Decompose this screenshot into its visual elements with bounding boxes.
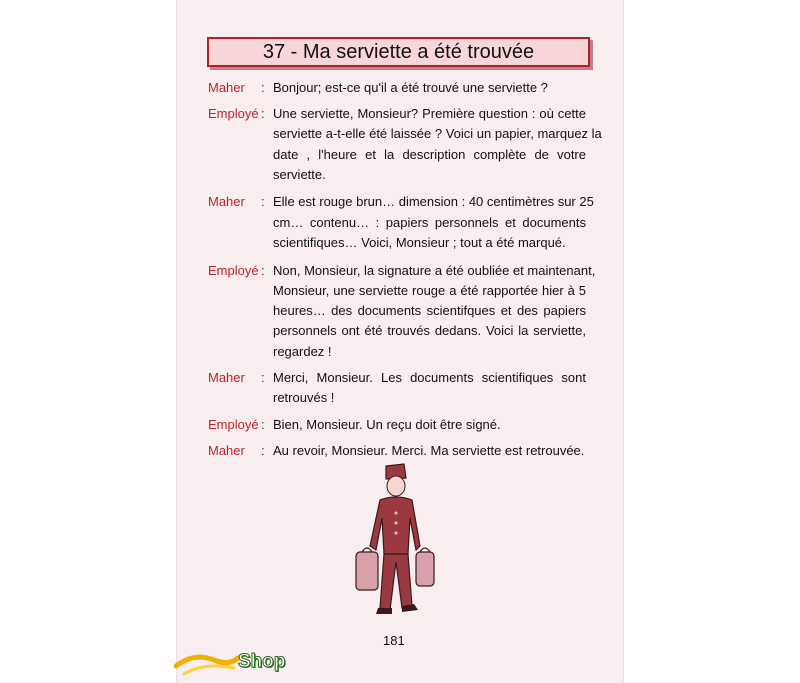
dialogue-line: retrouvés ! [273, 390, 335, 405]
speaker-label: Employé [208, 106, 259, 121]
colon: : [261, 80, 265, 95]
dialogue-line: Bien, Monsieur. Un reçu doit être signé. [273, 417, 501, 432]
trousers-shape [380, 554, 412, 610]
colon: : [261, 194, 265, 209]
colon: : [261, 106, 265, 121]
dialogue-line: Non, Monsieur, la signature a été oubliée et maintenant, [273, 263, 596, 278]
speaker-label: Maher [208, 194, 245, 209]
page-number: 181 [383, 633, 405, 648]
lesson-title: 37 - Ma serviette a été trouvée [207, 37, 590, 67]
colon: : [261, 263, 265, 278]
dialogue-line: Une serviette, Monsieur? Première question : où cette [273, 106, 586, 121]
dialogue-line: Monsieur, une serviette rouge a été rapportée hier à 5 [273, 283, 586, 298]
suitcase-left [356, 552, 378, 590]
shoe-shape [376, 608, 392, 614]
colon: : [261, 443, 265, 458]
bellboy-illustration [350, 458, 450, 628]
dialogue-line: date , l'heure et la description complète de votre [273, 147, 586, 162]
dialogue-line: personnels ont été trouvés dedans. Voici la serviette, [273, 323, 586, 338]
dialogue-line: Bonjour; est-ce qu'il a été trouvé une serviette ? [273, 80, 548, 95]
speaker-label: Maher [208, 80, 245, 95]
swoosh-shape [176, 657, 238, 666]
dialogue-line: serviette a-t-elle été laissée ? Voici un papier, marquez la [273, 126, 602, 141]
button-dot [395, 522, 398, 525]
logo-text: Shop [238, 651, 286, 672]
dialogue-line: serviette. [273, 167, 326, 182]
colon: : [261, 370, 265, 385]
speaker-label: Employé [208, 263, 259, 278]
jacket-shape [370, 497, 420, 554]
speaker-label: Maher [208, 370, 245, 385]
dialogue-line: Elle est rouge brun… dimension : 40 centimètres sur 25 [273, 194, 594, 209]
colon: : [261, 417, 265, 432]
face-shape [387, 476, 405, 496]
dialogue-line: Au revoir, Monsieur. Merci. Ma serviette est retrouvée. [273, 443, 585, 458]
dialogue-line: heures… des documents scientifques et des papiers [273, 303, 586, 318]
dialogue-line: Merci, Monsieur. Les documents scientifiques sont [273, 370, 586, 385]
dialogue-line: regardez ! [273, 344, 332, 359]
button-dot [395, 512, 398, 515]
dialogue-line: scientifiques… Voici, Monsieur ; tout a été marqué. [273, 235, 566, 250]
dialogue-line: cm… contenu… : papiers personnels et documents [273, 215, 586, 230]
speaker-label: Maher [208, 443, 245, 458]
suitcase-right [416, 552, 434, 586]
speaker-label: Employé [208, 417, 259, 432]
button-dot [395, 532, 398, 535]
